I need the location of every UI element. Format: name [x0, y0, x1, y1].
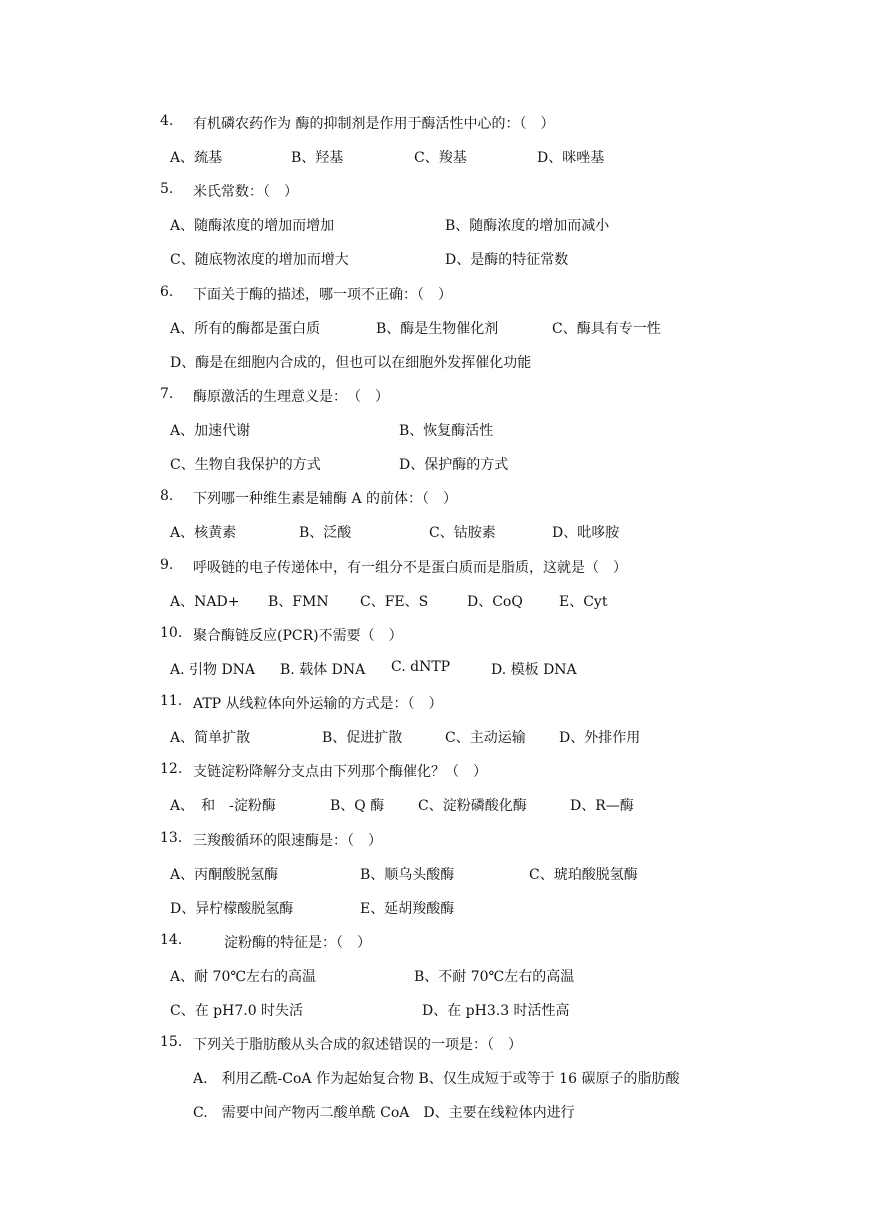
option-c: C、琥珀酸脱氢酶 — [529, 867, 638, 883]
option-c: C、随底物浓度的增加而增大 — [170, 252, 349, 268]
question-10 — [160, 625, 403, 644]
question-14 — [160, 932, 371, 951]
option-d: D、R—酶 — [570, 798, 634, 814]
question-text: 三羧酸循环的限速酶是：（ ） — [193, 833, 382, 849]
option-a: A、随酶浓度的增加而增加 — [170, 218, 335, 234]
question-15 — [160, 1034, 522, 1053]
option-d: D. 模板 DNA — [491, 662, 577, 678]
option-c: C、酶具有专一性 — [552, 321, 661, 337]
option-b: B、随酶浓度的增加而减小 — [445, 218, 610, 234]
question-number: 8. — [160, 488, 174, 504]
question-12 — [160, 761, 487, 780]
option-b: B、促进扩散 — [322, 730, 403, 746]
option-b: B. 载体 DNA — [280, 662, 366, 678]
option-a: A、NAD+ — [170, 594, 240, 610]
option-b: B、顺乌头酸酶 — [360, 867, 455, 883]
option-b: B、恢复酶活性 — [399, 423, 494, 439]
option-c: C、钴胺素 — [429, 525, 496, 541]
option-d: D、异柠檬酸脱氢酶 — [170, 901, 294, 917]
option-a: A. 引物 DNA — [170, 662, 256, 678]
option-b: B、Q 酶 — [330, 798, 385, 814]
question-5 — [160, 181, 298, 200]
question-11 — [160, 693, 443, 712]
option-d: D、咪唑基 — [537, 150, 605, 166]
option-b: B、羟基 — [291, 150, 344, 166]
question-4 — [160, 113, 555, 132]
question-text: 支链淀粉降解分支点由下列那个酶催化？（ ） — [193, 764, 487, 780]
option-b: B、泛酸 — [299, 525, 352, 541]
option-c: C、主动运输 — [445, 730, 526, 746]
option-a: A、所有的酶都是蛋白质 — [170, 321, 321, 337]
question-text: 酶原激活的生理意义是： （ ） — [193, 389, 389, 405]
option-c-d: C. 需要中间产物丙二酸单酰 CoA D、主要在线粒体内进行 — [193, 1105, 575, 1121]
option-a: A、简单扩散 — [170, 730, 251, 746]
option-d: D、吡哆胺 — [552, 525, 620, 541]
question-text: 淀粉酶的特征是：（ ） — [224, 935, 371, 951]
question-text: ATP 从线粒体向外运输的方式是：（ ） — [193, 696, 443, 712]
question-number: 15. — [160, 1034, 183, 1050]
option-d: D、外排作用 — [559, 730, 641, 746]
question-text: 下列哪一种维生素是辅酶 A 的前体：（ ） — [193, 491, 458, 507]
option-c: C、淀粉磷酸化酶 — [418, 798, 527, 814]
option-b: B、酶是生物催化剂 — [376, 321, 499, 337]
question-number: 11. — [160, 693, 183, 709]
question-text: 下面关于酶的描述，哪一项不正确：（ ） — [193, 287, 452, 303]
question-6 — [160, 284, 452, 303]
question-text: 呼吸链的电子传递体中，有一组分不是蛋白质而是脂质，这就是（ ） — [193, 560, 627, 576]
question-number: 6. — [160, 284, 174, 300]
question-text: 下列关于脂肪酸从头合成的叙述错误的一项是：（ ） — [193, 1037, 522, 1053]
question-number: 14. — [160, 932, 183, 948]
option-c: C. dNTP — [391, 659, 451, 675]
option-d: D、是酶的特征常数 — [445, 252, 569, 268]
option-e: E、Cyt — [559, 594, 608, 610]
question-number: 9. — [160, 557, 174, 573]
option-c: C、生物自我保护的方式 — [170, 457, 321, 473]
question-7 — [160, 386, 389, 405]
option-a: A、丙酮酸脱氢酶 — [170, 867, 279, 883]
option-d: D、保护酶的方式 — [399, 457, 509, 473]
option-a: A、耐 70℃左右的高温 — [170, 969, 317, 985]
question-text: 聚合酶链反应(PCR)不需要（ ） — [193, 628, 403, 644]
option-c: C、在 pH7.0 时失活 — [170, 1003, 304, 1019]
question-number: 13. — [160, 830, 183, 846]
option-a: A、核黄素 — [170, 525, 237, 541]
option-d: D、在 pH3.3 时活性高 — [422, 1003, 570, 1019]
question-13 — [160, 830, 382, 849]
option-e: E、延胡羧酸酶 — [360, 901, 455, 917]
option-c: C、羧基 — [414, 150, 467, 166]
option-d: D、酶是在细胞内合成的，但也可以在细胞外发挥催化功能 — [170, 355, 532, 371]
question-number: 7. — [160, 386, 174, 402]
question-9 — [160, 557, 627, 576]
option-a: A、 和 -淀粉酶 — [170, 798, 276, 814]
question-8 — [160, 488, 458, 507]
question-number: 5. — [160, 181, 174, 197]
option-b: B、不耐 70℃左右的高温 — [414, 969, 575, 985]
option-c: C、FE、S — [360, 594, 429, 610]
question-number: 12. — [160, 761, 183, 777]
question-text: 有机磷农药作为 酶的抑制剂是作用于酶活性中心的：（ ） — [193, 116, 555, 132]
question-text: 米氏常数：（ ） — [193, 184, 298, 200]
option-a-b: A. 利用乙酰-CoA 作为起始复合物 B、仅生成短于或等于 16 碳原子的脂肪酸 — [193, 1071, 680, 1087]
option-d: D、CoQ — [467, 594, 523, 610]
option-a: A、加速代谢 — [170, 423, 251, 439]
option-a: A、巯基 — [170, 150, 223, 166]
option-b: B、FMN — [268, 594, 329, 610]
question-number: 4. — [160, 113, 174, 129]
question-number: 10. — [160, 625, 183, 641]
